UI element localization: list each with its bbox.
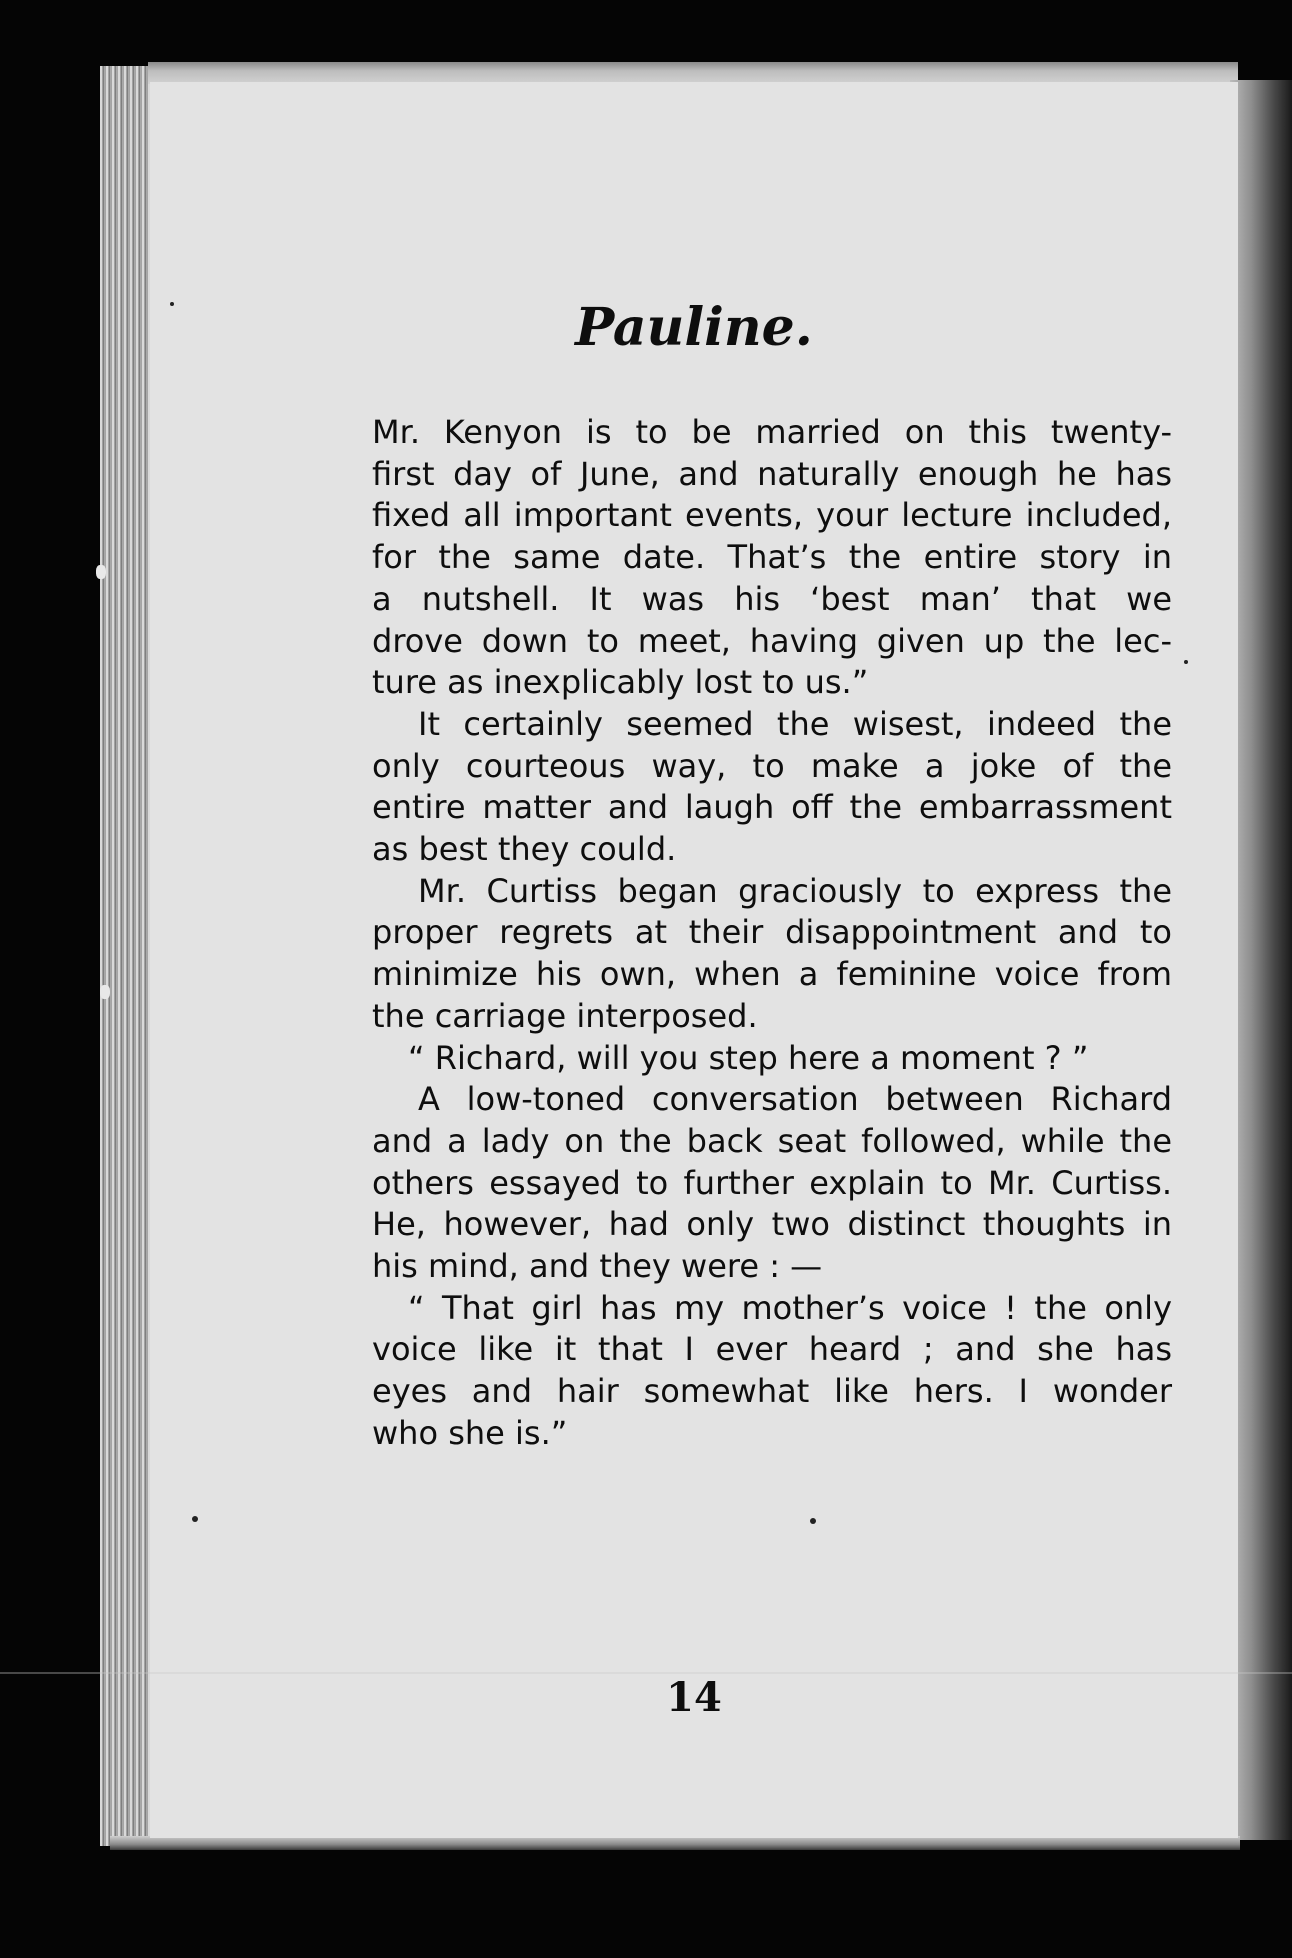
text-line: a nutshell. It was his ‘best man’ that we xyxy=(372,579,1172,618)
paragraph xyxy=(372,1038,1172,1080)
running-head: Pauline. xyxy=(575,297,813,358)
book-page xyxy=(150,82,1238,1838)
paragraph xyxy=(372,871,1172,1038)
text-line: for the same date. That’s the entire story in xyxy=(372,538,1172,577)
text-line: first day of June, and naturally enough he has xyxy=(372,454,1172,493)
body-text xyxy=(372,412,1172,1455)
text-line: his mind, and they were : — xyxy=(372,1247,823,1286)
text-line: as best they could. xyxy=(372,830,677,869)
scan-line xyxy=(0,1672,1292,1674)
page-edge-top xyxy=(148,62,1238,84)
scan-speck xyxy=(1184,660,1188,664)
page-edges-left xyxy=(100,66,150,1846)
paragraph xyxy=(372,1288,1172,1455)
scan-speck xyxy=(170,302,174,306)
paragraph xyxy=(372,704,1172,871)
text-line: drove down to meet, having given up the lec- xyxy=(372,621,1172,660)
text-line: He, however, had only two distinct thoughts in xyxy=(372,1205,1172,1244)
text-line: ture as inexplicably lost to us.” xyxy=(372,663,869,702)
scan-speck xyxy=(192,1516,198,1522)
text-line: A low-toned conversation between Richard xyxy=(418,1080,1172,1119)
text-line: and a lady on the back seat followed, while the xyxy=(372,1121,1172,1160)
scan-mark xyxy=(96,565,106,579)
text-line: fixed all important events, your lecture included, xyxy=(372,496,1172,535)
text-line: “ That girl has my mother’s voice ! the only xyxy=(408,1288,1172,1327)
text-line: It certainly seemed the wisest, indeed the xyxy=(418,704,1172,743)
text-line: eyes and hair somewhat like hers. I wonder xyxy=(372,1372,1172,1411)
text-line: others essayed to further explain to Mr. Curtiss. xyxy=(372,1163,1172,1202)
text-line: proper regrets at their disappointment and to xyxy=(372,913,1172,952)
text-line: the carriage interposed. xyxy=(372,996,758,1035)
text-line: voice like it that I ever heard ; and she has xyxy=(372,1330,1172,1369)
scan-speck xyxy=(810,1518,816,1524)
text-line: Mr. Kenyon is to be married on this twenty- xyxy=(372,413,1172,451)
text-line: Mr. Curtiss began graciously to express the xyxy=(418,871,1172,910)
text-line: entire matter and laugh off the embarrassment xyxy=(372,788,1172,827)
page-edge-bottom xyxy=(110,1836,1240,1850)
text-line: who she is.” xyxy=(372,1413,568,1452)
paragraph xyxy=(372,1079,1172,1288)
text-line: “ Richard, will you step here a moment ? ” xyxy=(408,1038,1089,1077)
text-line: only courteous way, to make a joke of the xyxy=(372,746,1172,785)
page-edges-right xyxy=(1230,80,1292,1840)
text-line: minimize his own, when a feminine voice from xyxy=(372,955,1172,994)
page-number: 14 xyxy=(666,1674,722,1721)
scan-mark xyxy=(100,985,110,999)
paragraph xyxy=(372,412,1172,704)
